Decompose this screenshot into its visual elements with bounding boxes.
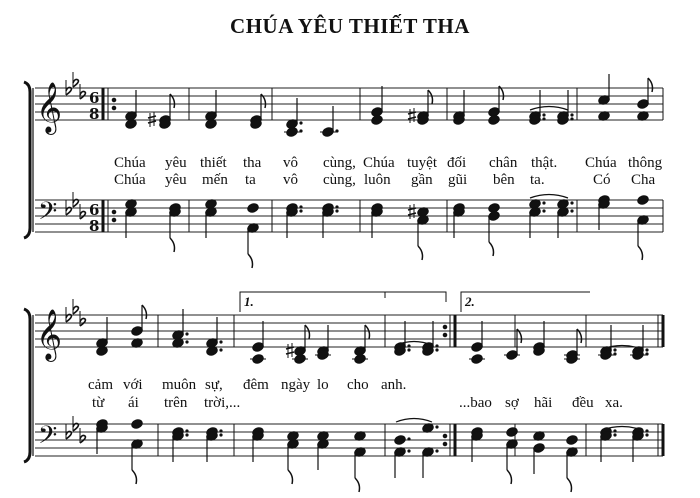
notes [96, 74, 653, 492]
lyric-verse2: cùng, [323, 172, 356, 188]
time-signature-top: 6 [89, 89, 100, 107]
note-flag [638, 246, 643, 260]
lyric-verse2: đều [572, 395, 594, 411]
augmentation-dot [407, 449, 410, 452]
lyric-verse1: cảm [88, 377, 113, 393]
augmentation-dot [542, 209, 545, 212]
system-bracket [24, 82, 30, 238]
lyric-verse1: thiết [200, 155, 227, 171]
lyric-verse2: mến [202, 172, 228, 188]
lyric-verse2: gũi [448, 172, 468, 188]
note [371, 115, 383, 126]
system-bracket [24, 309, 30, 462]
augmentation-dot [542, 113, 545, 116]
lyric-verse1: tuyệt [407, 155, 437, 171]
note [637, 99, 649, 110]
lyric-verse1: Chúa [114, 155, 146, 171]
note-flag [418, 246, 423, 260]
repeat-dot [443, 434, 447, 438]
augmentation-dot [219, 348, 222, 351]
augmentation-dot [435, 344, 438, 347]
augmentation-dot [613, 348, 616, 351]
volta-bracket [240, 292, 446, 312]
flat-sign [80, 311, 85, 326]
notehead [252, 342, 264, 353]
note [488, 211, 500, 222]
lyric-verse1: tha [243, 155, 262, 171]
lyric-verse2: yêu [165, 172, 187, 188]
lyric-verse2: gần [411, 172, 433, 188]
lyric-verse2: bên [493, 172, 515, 188]
volta-label: 1. [244, 294, 254, 309]
lyric-verse2: trên [164, 395, 188, 411]
notehead [488, 115, 500, 126]
augmentation-dot [613, 433, 616, 436]
augmentation-dot [185, 429, 188, 432]
lyric-verse1: với [123, 377, 143, 393]
sharp-sign [408, 108, 416, 123]
augmentation-dot [570, 201, 573, 204]
lyric-verse1: Chúa [363, 155, 395, 171]
note [533, 443, 545, 454]
note [566, 435, 578, 446]
time-signature-bottom: 8 [89, 217, 100, 235]
note-flag [507, 470, 512, 484]
notehead [488, 211, 500, 222]
volta-brackets [240, 292, 590, 312]
note [488, 115, 500, 126]
note [394, 435, 411, 446]
lyric-verse1: yêu [165, 155, 187, 171]
notehead [637, 99, 649, 110]
note-flag [132, 470, 137, 484]
note-flag [365, 325, 370, 339]
lyric-verse2: sợ [505, 395, 519, 411]
notehead [131, 326, 143, 337]
augmentation-dot [219, 433, 222, 436]
augmentation-dot [407, 437, 410, 440]
notehead [394, 435, 406, 446]
song-title: CHÚA YÊU THIẾT THA [230, 14, 470, 38]
augmentation-dot [185, 433, 188, 436]
augmentation-dot [570, 209, 573, 212]
bass-clef: 𝄢 [38, 421, 58, 456]
note [471, 342, 483, 353]
flat-sign [80, 204, 85, 219]
lyric-verse1: đêm [243, 377, 269, 393]
repeat-dot [112, 106, 116, 110]
lyric-verse1: anh. [381, 377, 407, 393]
lyric-verse1: ngày [281, 377, 311, 393]
augmentation-dot [185, 340, 188, 343]
lyric-verse1: vô [283, 155, 298, 171]
lyric-verse1: thật. [531, 155, 558, 171]
treble-clef: 𝄞 [36, 82, 63, 133]
note-flag [355, 478, 360, 492]
augmentation-dot [570, 117, 573, 120]
notehead [533, 443, 545, 454]
lyric-verse1: cho [347, 377, 369, 393]
augmentation-dot [542, 201, 545, 204]
note-flag [567, 478, 572, 492]
treble-clef: 𝄞 [36, 309, 63, 360]
augmentation-dot [299, 121, 302, 124]
note-flag [170, 238, 175, 252]
note [247, 203, 259, 214]
lyric-verse1: muôn [162, 377, 197, 393]
note-flag [489, 242, 494, 256]
sharp-sign [408, 204, 416, 219]
lyric-verse1: sự, [205, 377, 223, 393]
lyric-verse2: ta [245, 172, 256, 188]
augmentation-dot [299, 205, 302, 208]
lyric-verse2: ái [128, 395, 139, 411]
tie [530, 195, 568, 199]
volta-label: 2. [465, 294, 475, 309]
note-flag [648, 78, 653, 92]
augmentation-dot [407, 348, 410, 351]
lyric-verse2: Có [593, 172, 611, 188]
lyric-verse1: Chúa [585, 155, 617, 171]
note [506, 427, 518, 438]
time-signature-bottom: 8 [89, 105, 100, 123]
note-flag [142, 305, 147, 319]
repeat-dot [443, 325, 447, 329]
lyric-verse1: lo [317, 377, 329, 393]
repeat-dot [443, 442, 447, 446]
augmentation-dot [435, 348, 438, 351]
repeat-dot [112, 98, 116, 102]
note-flag [305, 325, 310, 339]
note [637, 195, 649, 206]
notehead [637, 195, 649, 206]
notehead [471, 342, 483, 353]
notehead [247, 203, 259, 214]
augmentation-dot [219, 429, 222, 432]
repeat-dot [112, 218, 116, 222]
flat-sign [73, 299, 78, 314]
notehead [566, 435, 578, 446]
augmentation-dot [219, 340, 222, 343]
augmentation-dot [335, 205, 338, 208]
lyric-verse2: trời,... [204, 395, 241, 411]
augmentation-dot [335, 209, 338, 212]
lyric-verse2: từ [92, 395, 105, 411]
volta-bracket [461, 292, 590, 312]
lyric-verse2: ...bao [459, 395, 492, 411]
notehead [371, 115, 383, 126]
augmentation-dot [645, 433, 648, 436]
notehead [506, 427, 518, 438]
system-brackets [24, 82, 33, 462]
lyrics [88, 155, 663, 411]
augmentation-dot [407, 344, 410, 347]
note-flag [288, 470, 293, 484]
repeat-dot [112, 210, 116, 214]
notehead [131, 419, 143, 430]
note-flag [248, 254, 253, 268]
sharp-sign [286, 343, 294, 358]
lyric-verse2: luôn [364, 172, 391, 188]
lyric-verse2: hãi [534, 395, 553, 411]
note [252, 342, 264, 353]
lyric-verse2: Cha [631, 172, 656, 188]
tie [530, 107, 568, 111]
augmentation-dot [299, 209, 302, 212]
augmentation-dot [185, 332, 188, 335]
lyric-verse1: thông [628, 155, 663, 171]
bass-clef: 𝄢 [38, 197, 58, 232]
augmentation-dot [435, 449, 438, 452]
lyric-verse2: vô [283, 172, 298, 188]
lyric-verse1: cùng, [323, 155, 356, 171]
flat-sign [80, 84, 85, 99]
lyric-verse1: chân [489, 155, 518, 171]
lyric-verse1: đối [447, 155, 467, 171]
augmentation-dot [435, 425, 438, 428]
time-signature-top: 6 [89, 201, 100, 219]
note [131, 326, 143, 337]
lyric-verse2: Chúa [114, 172, 146, 188]
augmentation-dot [645, 348, 648, 351]
signatures [36, 72, 99, 456]
augmentation-dot [570, 113, 573, 116]
note [131, 419, 143, 430]
lyric-verse2: ta. [530, 172, 545, 188]
repeat-dot [443, 333, 447, 337]
tie [396, 419, 432, 423]
augmentation-dot [645, 429, 648, 432]
augmentation-dot [542, 117, 545, 120]
flat-sign [80, 428, 85, 443]
note-flag [428, 90, 433, 104]
lyric-verse2: xa. [605, 395, 623, 411]
flat-sign [73, 72, 78, 87]
augmentation-dot [613, 429, 616, 432]
